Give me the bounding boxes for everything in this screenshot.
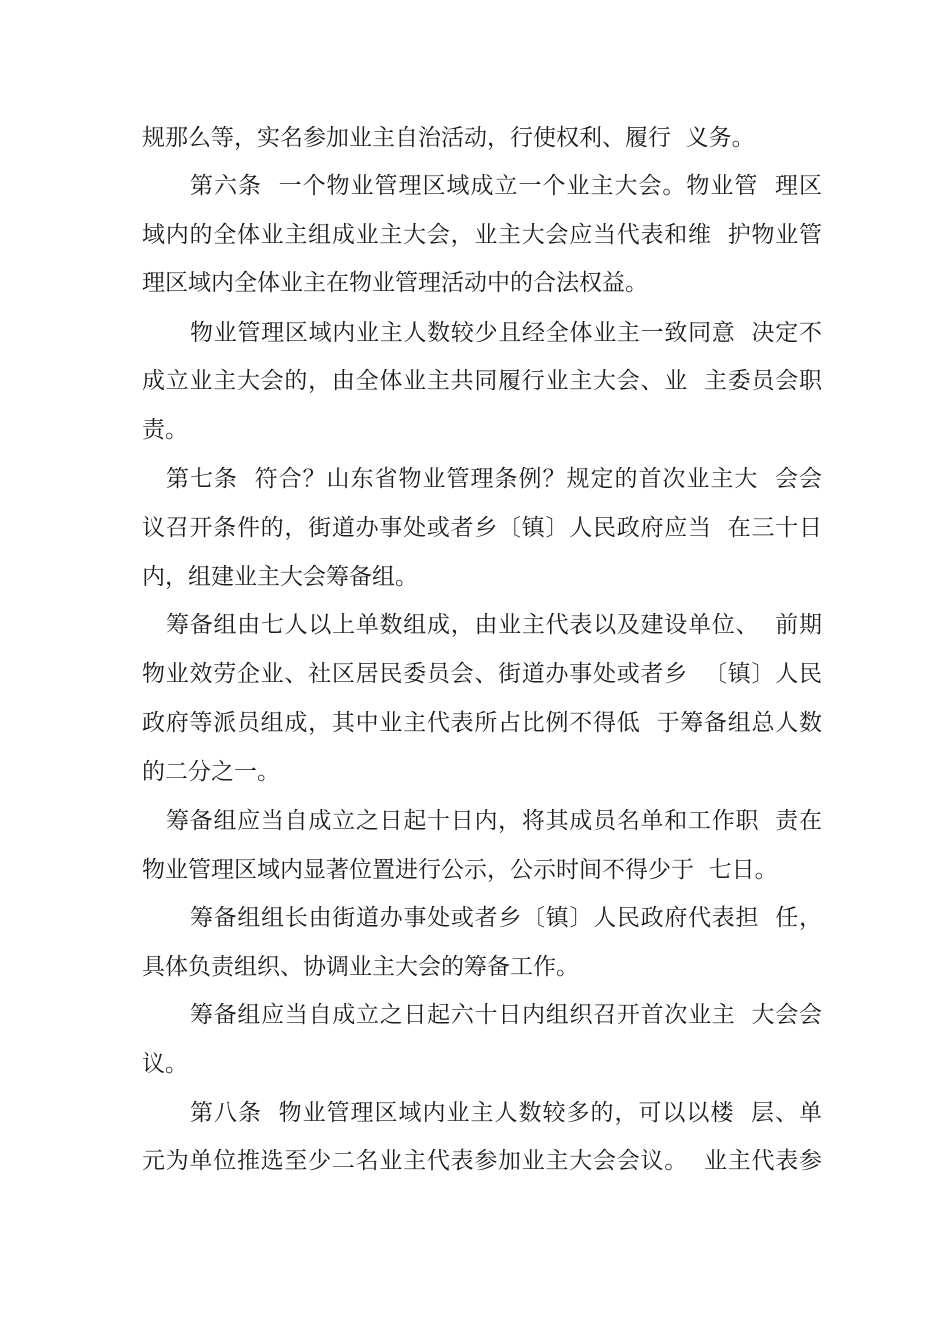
body-text-line: 第八条 物业管理区域内业主人数较多的，可以以楼 层、单	[190, 1100, 822, 1126]
body-text-line: 内，组建业主大会筹备组。	[142, 564, 418, 590]
body-text-line: 成立业主大会的，由全体业主共同履行业主大会、业 主委员会职	[142, 368, 822, 394]
body-text-line: 第六条 一个物业管理区域成立一个业主大会。物业管 理区	[190, 173, 822, 199]
body-text-line: 物业管理区域内显著位置进行公示，公示时间不得少于 七日。	[142, 857, 778, 883]
body-text-line: 议召开条件的，街道办事处或者乡〔镇〕人民政府应当 在三十日	[142, 515, 822, 541]
body-text-line: 物业管理区域内业主人数较少且经全体业主一致同意 决定不	[190, 320, 822, 346]
body-text-line: 责。	[142, 417, 188, 443]
body-text-line: 物业效劳企业、社区居民委员会、街道办事处或者乡 〔镇〕人民	[142, 661, 822, 687]
body-text-line: 的二分之一。	[142, 759, 280, 785]
body-text-line: 具体负责组织、协调业主大会的筹备工作。	[142, 954, 579, 980]
body-text-line: 筹备组应当自成立之日起十日内，将其成员名单和工作职 责在	[166, 808, 822, 834]
body-text-line: 元为单位推选至少二名业主代表参加业主大会会议。 业主代表参	[142, 1148, 822, 1174]
body-text-line: 政府等派员组成，其中业主代表所占比例不得低 于筹备组总人数	[142, 710, 822, 736]
body-text-line: 第七条 符合？山东省物业管理条例？规定的首次业主大 会会	[166, 466, 822, 492]
body-text-line: 规那么等，实名参加业主自治活动，行使权利、履行 义务。	[142, 125, 755, 151]
body-text-line: 筹备组由七人以上单数组成，由业主代表以及建设单位、 前期	[166, 612, 822, 638]
body-text-line: 理区域内全体业主在物业管理活动中的合法权益。	[142, 270, 648, 296]
body-text-line: 议。	[142, 1051, 188, 1077]
body-text-line: 筹备组应当自成立之日起六十日内组织召开首次业主 大会会	[190, 1002, 822, 1028]
body-text-line: 筹备组组长由街道办事处或者乡〔镇〕人民政府代表担 任，	[190, 905, 822, 931]
body-text-line: 域内的全体业主组成业主大会，业主大会应当代表和维 护物业管	[142, 222, 822, 248]
